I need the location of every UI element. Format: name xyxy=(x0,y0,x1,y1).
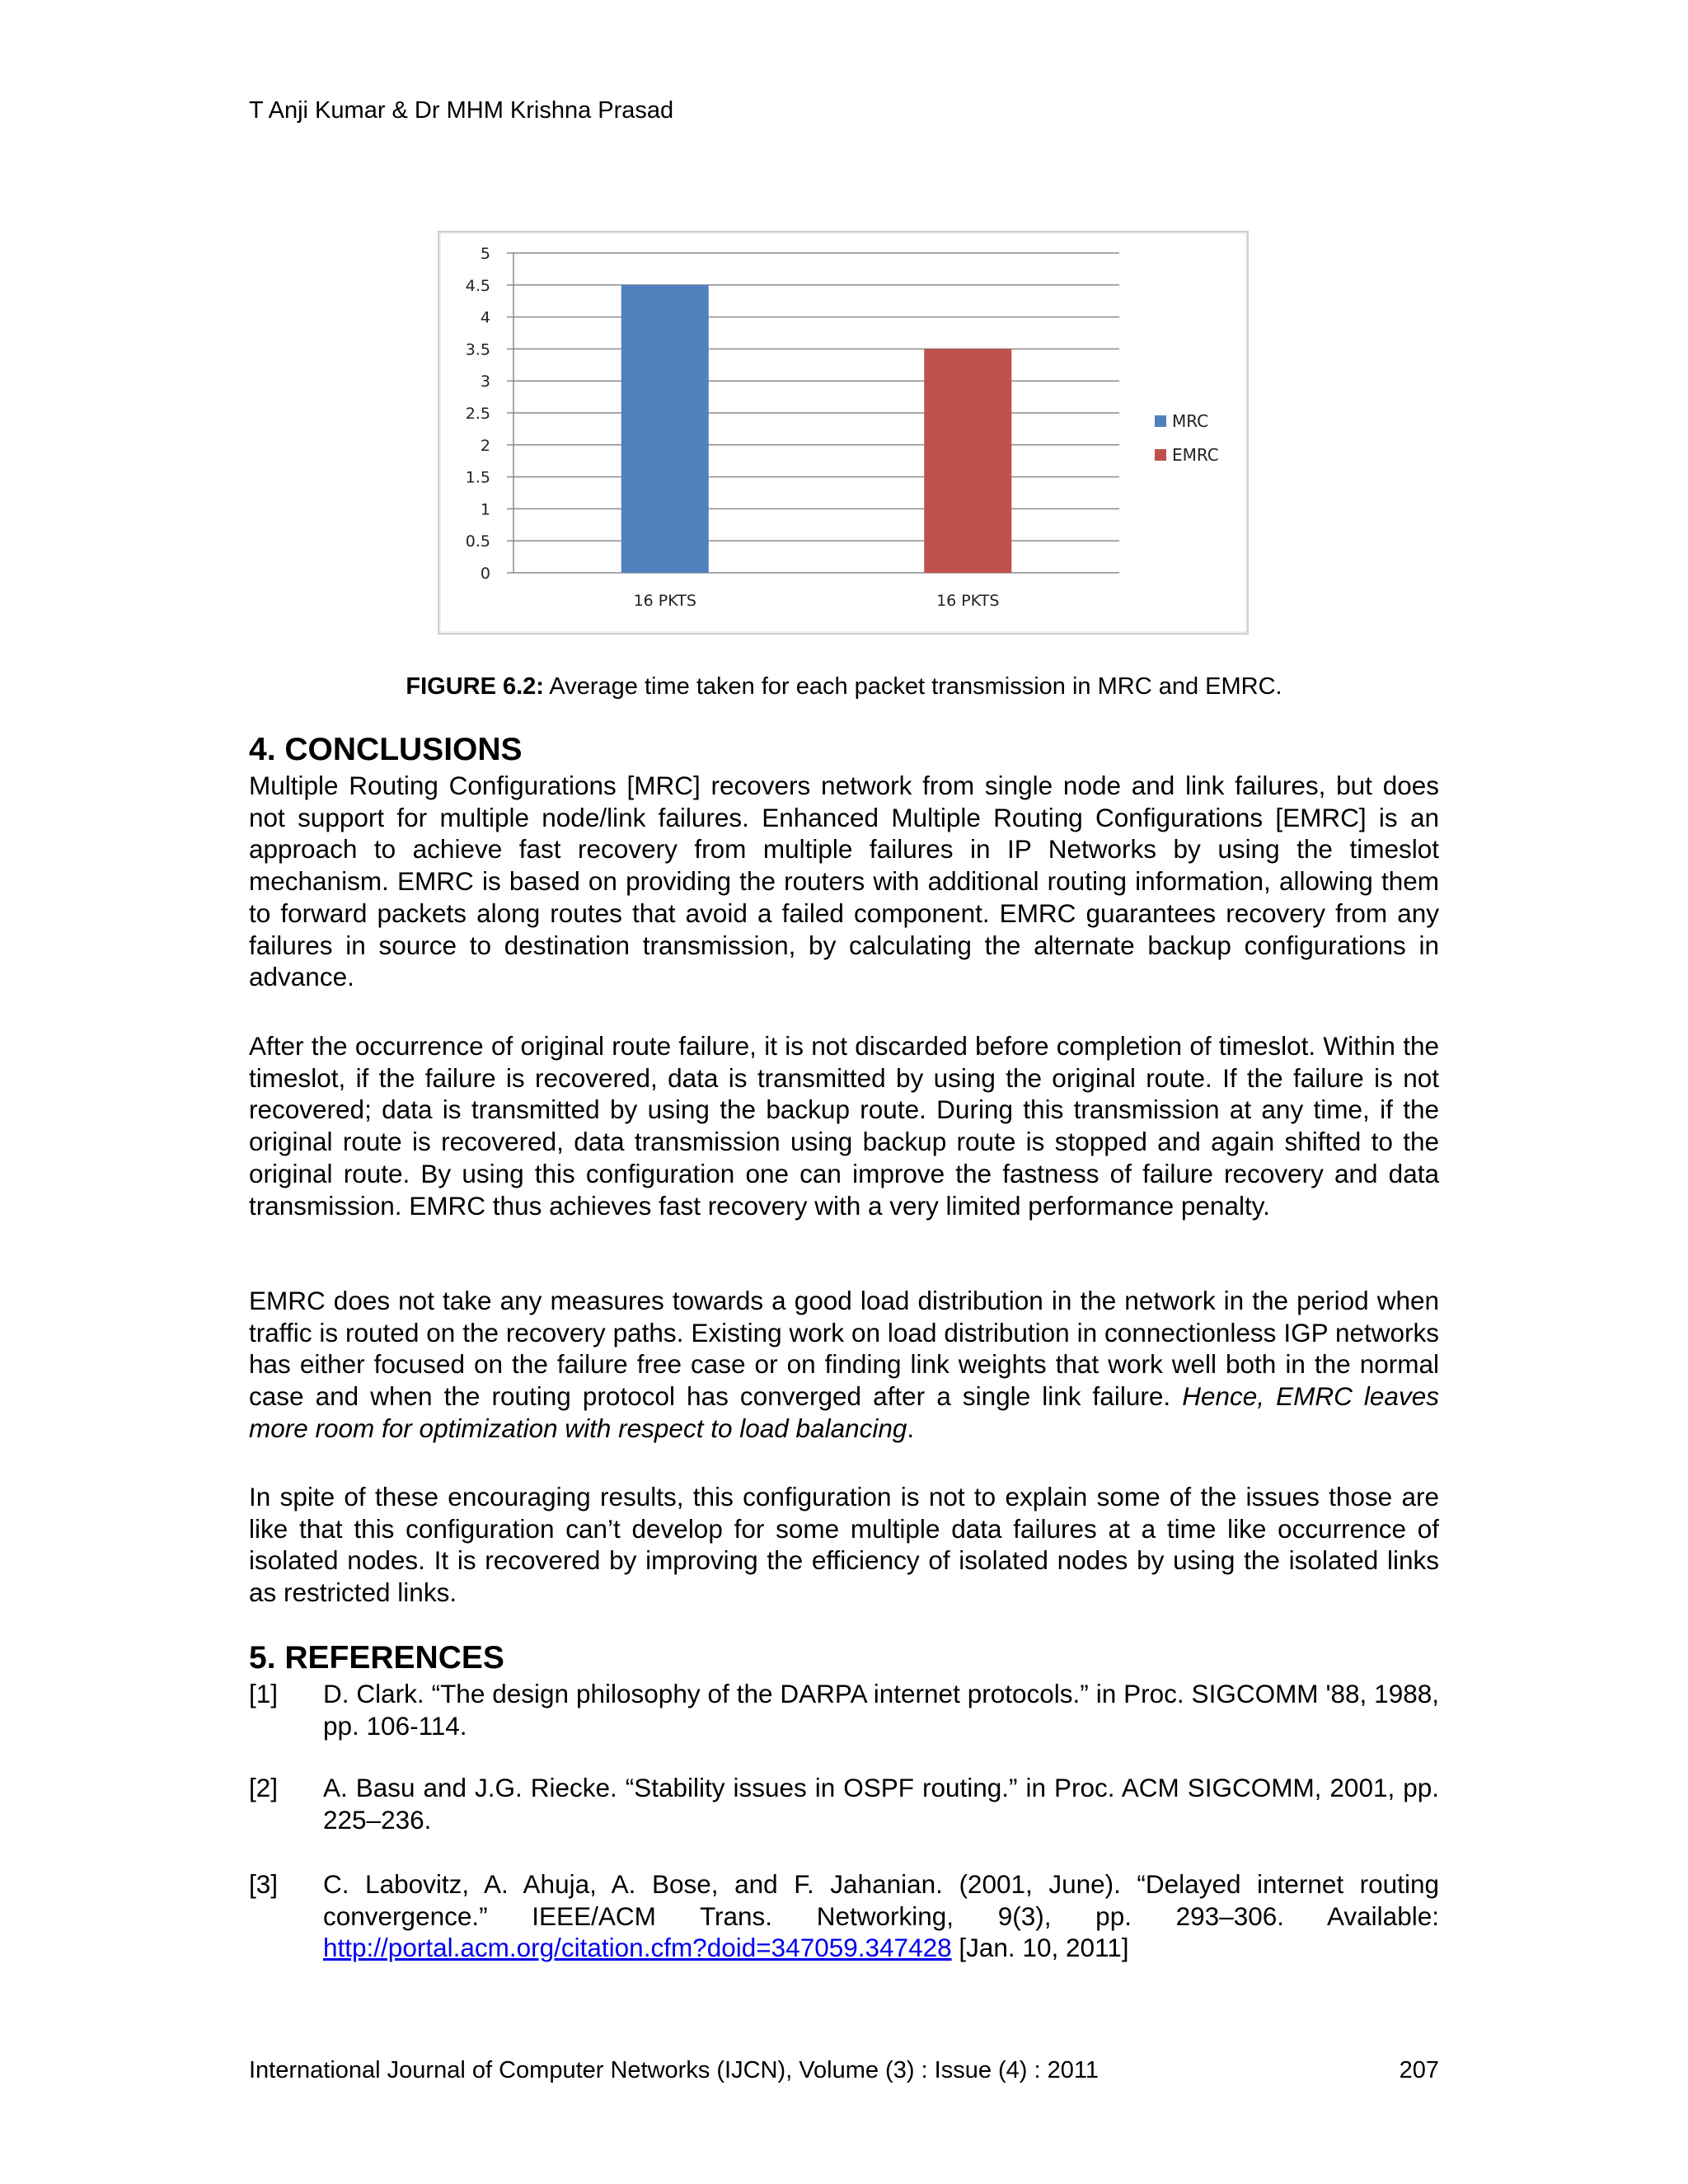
conclusions-paragraph-2: After the occurrence of original route failure, it is not discarded before completion of timeslot. Within the timeslot, if the failure is recovered, data is transmitted by using the original route. If the failure is not recovered; data is transmitted by using the backup route. During this transmission at any time, if the original route is recovered, data transmission using backup route is stopped and again shifted to the original route. By using this configuration one can improve the fastness of failure recovery and data transmission. EMRC thus achieves fast recovery with a very limited performance penalty. xyxy=(249,1031,1439,1221)
y-tick-label: 3.5 xyxy=(465,340,490,359)
legend-label: MRC xyxy=(1172,411,1209,431)
y-tick-label: 0.5 xyxy=(465,532,490,551)
conclusions-paragraph-1: Multiple Routing Configurations [MRC] recovers network from single node and link failures, but does not support for multiple node/link failures. Enhanced Multiple Routing Configurations [EMRC] is an approach to achieve fast recovery from multiple failures in IP Networks by using the timeslot mechanism. EMRC is based on providing the routers with additional routing information, allowing them to forward packets along routes that avoid a failed component. EMRC guarantees recovery from any failures in source to destination transmission, by calculating the alternate backup configurations in advance. xyxy=(249,771,1439,992)
figure-label: FIGURE 6.2: xyxy=(406,673,544,700)
bar-chart xyxy=(438,231,1249,635)
y-tick-label: 2.5 xyxy=(465,405,490,423)
references-title: 5. REFERENCES xyxy=(249,1640,504,1675)
bar-mrc xyxy=(621,285,709,573)
figure-caption xyxy=(0,673,1688,701)
y-tick-label: 3 xyxy=(480,373,490,391)
legend-label: EMRC xyxy=(1172,445,1219,465)
figure-caption-text: Average time taken for each packet transmission in MRC and EMRC. xyxy=(543,673,1282,700)
references-heading xyxy=(249,1640,1439,1676)
legend-swatch xyxy=(1155,415,1166,427)
reference-text: A. Basu and J.G. Riecke. “Stability issues in OSPF routing.” in Proc. ACM SIGCOMM, 2001, pp. 225–236. xyxy=(323,1773,1439,1835)
conclusions-heading xyxy=(249,732,1439,768)
reference-number: [1] xyxy=(249,1679,279,1708)
bar-emrc xyxy=(924,349,1011,573)
conclusions-paragraph-3-italic: Hence, EMRC leaves more room for optimization with respect to load balancing xyxy=(249,1381,1439,1443)
conclusions-paragraph-3-text: EMRC does not take any measures towards a good load distribution in the network in the period when traffic is routed on the recovery paths. Existing work on load distribution in connectionless IGP networks has either focused on the failure free case or on finding link weights that work well both in the normal case and when the routing protocol has converged after a single link failure. xyxy=(249,1286,1439,1412)
reference-text: C. Labovitz, A. Ahuja, A. Bose, and F. Jahanian. (2001, June). “Delayed internet routing convergence.” IEEE/ACM Trans. Networking, 9(3), pp. 293–306. Available: xyxy=(323,1869,1439,1931)
reference-item xyxy=(249,1678,1439,1741)
page-number: 207 xyxy=(1399,2057,1439,2083)
legend-swatch xyxy=(1155,449,1166,461)
conclusions-title: 4. CONCLUSIONS xyxy=(249,732,523,767)
conclusions-paragraph-4: In spite of these encouraging results, this configuration is not to explain some of the issues those are like that this configuration can’t develop for some multiple data failures at a time like occurrence of isolated nodes. It is recovered by improving the efficiency of isolated nodes by using the isolated links as restricted links. xyxy=(249,1482,1439,1608)
reference-date: [Jan. 10, 2011] xyxy=(951,1933,1129,1963)
reference-number: [2] xyxy=(249,1773,279,1802)
x-tick-label: 16 PKTS xyxy=(633,592,696,610)
reference-link[interactable]: http://portal.acm.org/citation.cfm?doid=347059.347428 xyxy=(323,1933,952,1963)
running-header: T Anji Kumar & Dr MHM Krishna Prasad xyxy=(249,97,674,124)
y-tick-label: 4 xyxy=(480,308,490,327)
conclusions-paragraph-3 xyxy=(249,1285,1439,1445)
reference-body xyxy=(323,1868,1439,1964)
footer-journal: International Journal of Computer Networks (IJCN), Volume (3) : Issue (4) : 2011 xyxy=(249,2057,1100,2083)
y-tick-label: 0 xyxy=(480,565,490,583)
reference-item xyxy=(249,1868,1439,1964)
x-tick-label: 16 PKTS xyxy=(936,592,1000,610)
y-tick-label: 1.5 xyxy=(465,468,490,487)
y-tick-label: 1 xyxy=(480,500,490,519)
reference-text: D. Clark. “The design philosophy of the DARPA internet protocols.” in Proc. SIGCOMM '88, 1988, pp. 106-114. xyxy=(323,1679,1439,1741)
conclusions-paragraph-3-end: . xyxy=(907,1413,915,1443)
reference-item xyxy=(249,1772,1439,1835)
y-tick-label: 5 xyxy=(480,245,490,263)
y-tick-label: 4.5 xyxy=(465,276,490,295)
chart-canvas xyxy=(439,232,1250,636)
y-tick-label: 2 xyxy=(480,436,490,455)
reference-number: [3] xyxy=(249,1869,279,1899)
